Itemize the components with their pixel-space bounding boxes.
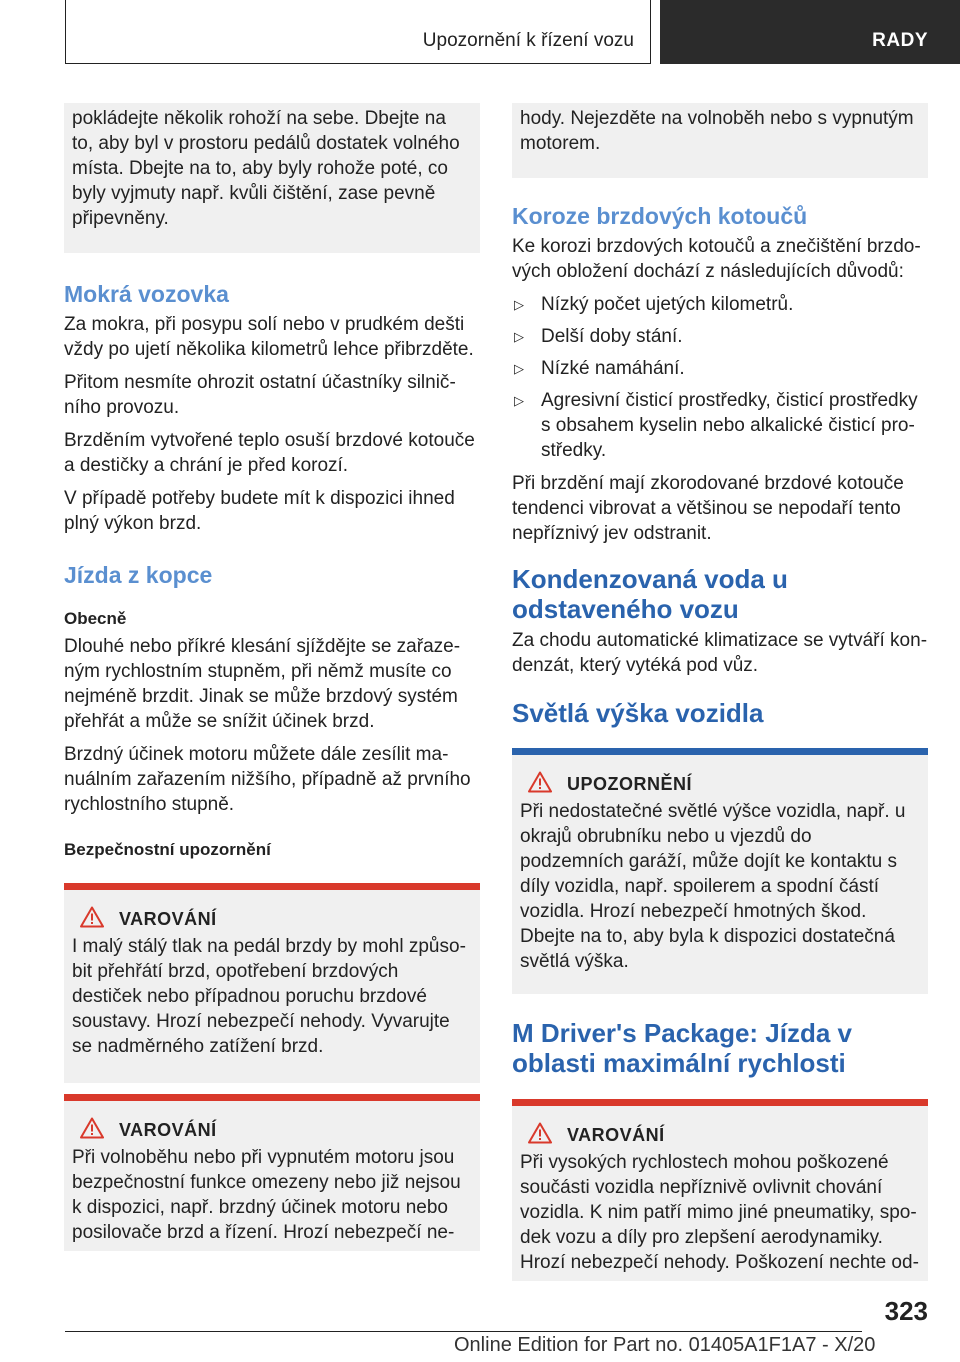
- warning-triangle-icon: [80, 906, 104, 928]
- brake-corrosion-list: [512, 292, 928, 463]
- header-section-title: Upozornění k řízení vozu: [422, 30, 634, 51]
- downhill-body: [64, 634, 480, 817]
- downhill-heading: Jízda z kopce: [64, 562, 213, 588]
- condensate-text: Za chodu automatické klimatizace se vytváří kondenzát, který vytéká pod vůz.: [512, 630, 928, 676]
- wet-road-paragraph: Za mokra, při posypu solí nebo v prudkém dešti vždy po ujetí několika kilometrů lehce přibrzděte.: [64, 314, 474, 360]
- footer-edition-text: Online Edition for Part no. 01405A1F1A7 - X/20: [454, 1334, 876, 1356]
- notice-text: Při nedostatečné světlé výšce vozidla, např. u okrajů obrubníku nebo u vjezdů do podzemních garáží, může dojít ke kontaktu s díly vozidla, např. spoilerem a spodní částí vozidla. Hrozí nebezpečí hmotných škod. Dbejte na to, aby byla k dispozici dostatečná světlá výška.: [520, 801, 906, 972]
- warning-title: VAROVÁNÍ: [119, 1120, 217, 1140]
- footer-rule: [65, 1331, 862, 1332]
- list-item: ▷ Nízké namáhání.: [514, 358, 685, 379]
- list-item: ▷ Delší doby stání.: [514, 326, 683, 347]
- brake-corrosion-intro: Ke korozi brzdových kotoučů a znečištění brzdových obložení dochází z následujících důvodů:: [512, 236, 921, 282]
- m-driver-package-heading: M Driver's Package: Jízda v oblasti maximální rychlosti: [512, 1018, 853, 1078]
- condensate-heading: Kondenzovaná voda u odstaveného vozu: [512, 564, 788, 624]
- triangle-bullet-icon: ▷: [514, 361, 524, 376]
- warning-box-coasting: [64, 1094, 480, 1251]
- page-number: 323: [884, 1296, 928, 1326]
- warning-text: I malý stálý tlak na pedál brzdy by mohl způsobit přehřátí brzd, opotřebení brzdových destiček nebo případnou poruchu brzdové soustavy. Hrozí nebezpečí nehody. Vyvarujte se nadměrného zatížení brzd.: [72, 936, 466, 1057]
- brake-corrosion-heading: Koroze brzdových kotoučů: [512, 203, 808, 229]
- continued-note-text: hody. Nejezděte na volnoběh nebo s vypnutým motorem.: [520, 108, 914, 154]
- brake-corrosion-outro: Při brzdění mají zkorodované brzdové kotouče tendenci vibrovat a většinou se nepodaří tento nepříznivý jev odstranit.: [512, 473, 904, 544]
- notice-title: UPOZORNĚNÍ: [567, 774, 693, 794]
- notice-box-clearance: [512, 748, 928, 994]
- general-subheading: Obecně: [64, 609, 127, 628]
- downhill-paragraph: Brzdný účinek motoru můžete dále zesílit manuálním zařazením nižšího, případně až prvního rychlostního stupně.: [64, 744, 471, 815]
- list-item: ▷ Nízký počet ujetých kilometrů.: [514, 294, 794, 315]
- warning-bar: [512, 1099, 928, 1106]
- list-item: ▷ Agresivní čisticí prostředky, čisticí prostředky s obsahem kyselin nebo alkalické čisticí prostředky.: [514, 390, 918, 461]
- warning-text: Při vysokých rychlostech mohou poškozené součásti vozidla nepříznivě ovlivnit chování vozidla. K nim patří mimo jiné pneumatiky, spodek vozu a díly pro zlepšení aerodynamiky. Hrozí nebezpečí nehody. Poškození nechte od-: [520, 1152, 919, 1273]
- warning-box-high-speed: [512, 1099, 928, 1281]
- continued-note-text: pokládejte několik rohoží na sebe. Dbejte na to, aby byl v prostoru pedálů dostatek volného místa. Dbejte na to, aby byly rohože poté, co byly vyjmuty např. kvůli čištění, zase pevně připevněny.: [72, 108, 460, 229]
- safety-subheading: Bezpečnostní upozornění: [64, 840, 271, 859]
- warning-bar: [64, 1094, 480, 1101]
- header-chapter-label: RADY: [872, 30, 928, 51]
- triangle-bullet-icon: ▷: [514, 329, 524, 344]
- right-column: [512, 103, 928, 1281]
- warning-box-brake-pressure: [64, 883, 480, 1083]
- wet-road-paragraph: Brzděním vytvořené teplo osuší brzdové kotouče a destičky a chrání je před korozí.: [64, 430, 475, 476]
- wet-road-heading: Mokrá vozovka: [64, 281, 229, 307]
- header-bottom-rule: [65, 63, 651, 64]
- triangle-bullet-icon: ▷: [514, 297, 524, 312]
- warning-bar: [64, 883, 480, 890]
- downhill-paragraph: Dlouhé nebo příkré klesání sjíždějte se zařazeným rychlostním stupněm, při němž musíte co nejméně brzdit. Jinak se může brzdový systém přehřát a může se snížit účinek brzd.: [64, 636, 461, 732]
- wet-road-body: [64, 312, 480, 536]
- warning-triangle-icon: [80, 1117, 104, 1139]
- warning-triangle-icon: [528, 771, 552, 793]
- wet-road-paragraph: Přitom nesmíte ohrozit ostatní účastníky silničního provozu.: [64, 372, 456, 418]
- continued-note-box: [512, 103, 928, 178]
- warning-text: Při volnoběhu nebo při vypnutém motoru jsou bezpečnostní funkce omezeny nebo již nejsou k dispozici, např. brzdný účinek motoru nebo posilovače brzd a řízení. Hrozí nebezpečí ne-: [72, 1147, 461, 1243]
- warning-title: VAROVÁNÍ: [567, 1125, 665, 1145]
- triangle-bullet-icon: ▷: [514, 393, 524, 408]
- wet-road-paragraph: V případě potřeby budete mít k dispozici ihned plný výkon brzd.: [64, 488, 455, 534]
- notice-bar: [512, 748, 928, 755]
- left-column: [64, 103, 480, 1251]
- warning-title: VAROVÁNÍ: [119, 909, 217, 929]
- continued-note-box: [64, 103, 480, 253]
- ground-clearance-heading: Světlá výška vozidla: [512, 698, 764, 728]
- header-right-rule: [650, 0, 651, 64]
- warning-triangle-icon: [528, 1122, 552, 1144]
- header-left-rule: [65, 0, 66, 64]
- header-chapter-tab[interactable]: [660, 0, 960, 64]
